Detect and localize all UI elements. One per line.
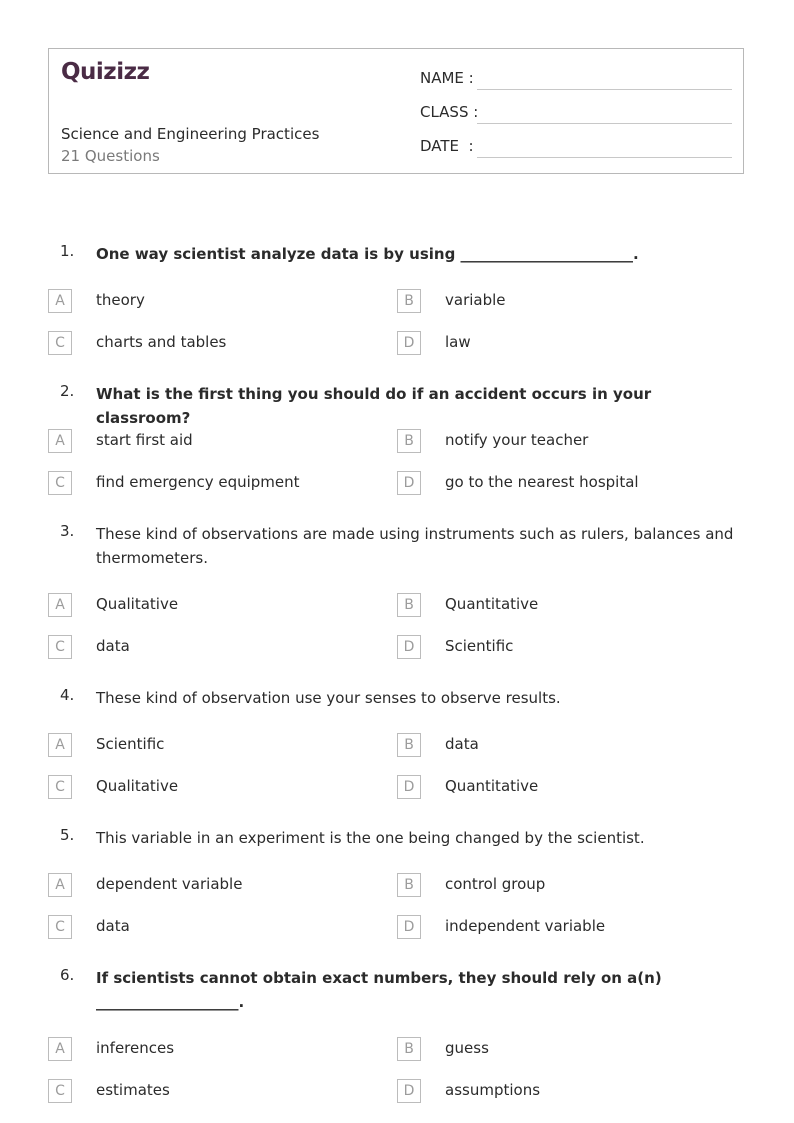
option-text: Quantitative — [445, 595, 539, 613]
question-number: 4. — [60, 686, 75, 704]
option-letter-badge: A — [48, 1037, 72, 1061]
question-text: These kind of observations are made using instruments such as rulers, balances and thermometers. — [96, 525, 734, 567]
option-text: data — [445, 735, 479, 753]
option-text: start first aid — [96, 431, 193, 449]
option-text: guess — [445, 1039, 489, 1057]
option-text: Qualitative — [96, 595, 179, 613]
option-letter-badge: C — [48, 775, 72, 799]
option-letter-badge: B — [397, 593, 421, 617]
option-letter-badge: D — [397, 775, 421, 799]
option-text: data — [96, 637, 130, 655]
option-letter-badge: D — [397, 331, 421, 355]
class-label: CLASS : — [420, 103, 479, 121]
option-text: inferences — [96, 1039, 175, 1057]
option-text: independent variable — [445, 917, 606, 935]
option-text: estimates — [96, 1081, 170, 1099]
option-letter-badge: B — [397, 289, 421, 313]
option-letter-badge: C — [48, 1079, 72, 1103]
question-text: One way scientist analyze data is by using _______________________. — [96, 245, 639, 263]
date-line[interactable] — [477, 157, 732, 158]
question-text: What is the first thing you should do if an accident occurs in your classroom? — [96, 385, 652, 427]
question-number: 2. — [60, 382, 75, 400]
option-letter-badge: B — [397, 429, 421, 453]
option-letter-badge: B — [397, 733, 421, 757]
option-letter-badge: A — [48, 733, 72, 757]
option-letter-badge: A — [48, 593, 72, 617]
option-text: charts and tables — [96, 333, 227, 351]
name-label: NAME : — [420, 69, 474, 87]
option-letter-badge: D — [397, 915, 421, 939]
option-letter-badge: C — [48, 635, 72, 659]
option-text: Qualitative — [96, 777, 179, 795]
worksheet-title: Science and Engineering Practices — [61, 125, 320, 143]
option-letter-badge: A — [48, 429, 72, 453]
worksheet-header — [48, 48, 744, 174]
option-letter-badge: D — [397, 635, 421, 659]
option-letter-badge: B — [397, 1037, 421, 1061]
option-letter-badge: D — [397, 471, 421, 495]
question-number: 1. — [60, 242, 75, 260]
option-text: data — [96, 917, 130, 935]
option-letter-badge: C — [48, 471, 72, 495]
option-letter-badge: B — [397, 873, 421, 897]
option-letter-badge: A — [48, 873, 72, 897]
option-text: control group — [445, 875, 546, 893]
question-text: These kind of observation use your senses to observe results. — [96, 689, 561, 707]
question-number: 3. — [60, 522, 75, 540]
question-number: 6. — [60, 966, 75, 984]
option-letter-badge: D — [397, 1079, 421, 1103]
option-text: go to the nearest hospital — [445, 473, 639, 491]
date-label: DATE : — [420, 137, 474, 155]
quizizz-logo: Quizizz — [61, 59, 150, 85]
option-letter-badge: A — [48, 289, 72, 313]
option-text: Scientific — [96, 735, 165, 753]
question-number: 5. — [60, 826, 75, 844]
question-text: If scientists cannot obtain exact numbers, they should rely on a(n) ___________________. — [96, 969, 662, 1011]
option-text: assumptions — [445, 1081, 541, 1099]
option-letter-badge: C — [48, 915, 72, 939]
option-text: dependent variable — [96, 875, 243, 893]
option-text: law — [445, 333, 471, 351]
question-count: 21 Questions — [61, 147, 160, 165]
option-text: Quantitative — [445, 777, 539, 795]
option-text: notify your teacher — [445, 431, 589, 449]
name-line[interactable] — [477, 89, 732, 90]
option-text: variable — [445, 291, 506, 309]
option-letter-badge: C — [48, 331, 72, 355]
class-line[interactable] — [477, 123, 732, 124]
option-text: find emergency equipment — [96, 473, 300, 491]
option-text: theory — [96, 291, 145, 309]
question-text: This variable in an experiment is the one being changed by the scientist. — [96, 829, 645, 847]
option-text: Scientific — [445, 637, 514, 655]
